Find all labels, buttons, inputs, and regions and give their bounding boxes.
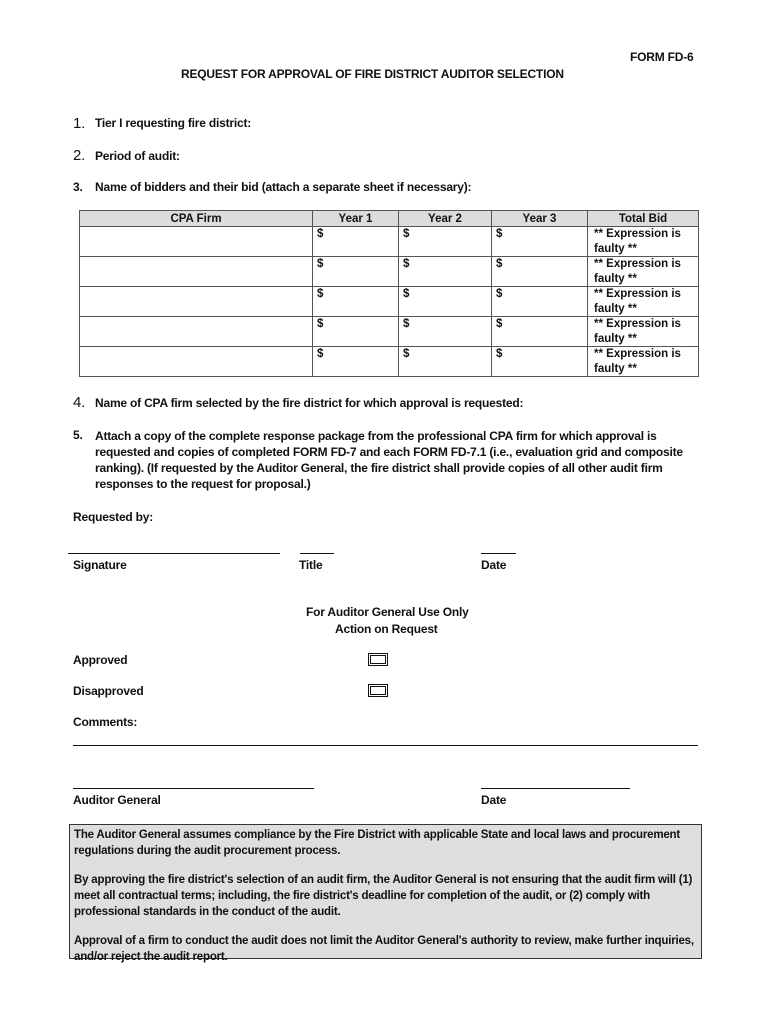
item-3-number: 3.: [73, 180, 83, 194]
table-row: [80, 257, 699, 287]
notice-paragraph-2: By approving the fire district's selection of an audit firm, the Auditor General is not ensuring that the audit firm will (1) meet all contractual terms; including, the fire district's deadline for completion of the audit, or (2) comply with professional standards in the conduct of the audit.: [74, 874, 693, 918]
title-line[interactable]: [300, 553, 334, 554]
notice-paragraph-1: The Auditor General assumes compliance by the Fire District with applicable State and local laws and procurement regulations during the audit procurement process.: [74, 829, 681, 857]
year-1-field[interactable]: $: [313, 257, 399, 287]
comments-label: Comments:: [73, 715, 138, 729]
action-on-request-heading: Action on Request: [335, 622, 438, 636]
auditor-general-label: Auditor General: [73, 793, 161, 807]
item-3-label: Name of bidders and their bid (attach a separate sheet if necessary):: [95, 180, 472, 194]
table-row: [80, 347, 699, 377]
header-year-1: Year 1: [313, 211, 399, 227]
item-2-label: Period of audit:: [95, 149, 180, 163]
bid-table-header-row: [80, 211, 699, 227]
year-1-field[interactable]: $: [313, 317, 399, 347]
item-1-number: 1.: [73, 115, 86, 132]
item-1-label: Tier I requesting fire district:: [95, 116, 252, 130]
approved-label: Approved: [73, 653, 128, 667]
auditor-general-signature-line[interactable]: [73, 788, 314, 789]
auditor-date-line[interactable]: [481, 788, 630, 789]
approved-checkbox[interactable]: [368, 653, 388, 666]
item-2-number: 2.: [73, 147, 86, 164]
auditor-use-heading: For Auditor General Use Only: [306, 605, 469, 619]
disapproved-checkbox[interactable]: [368, 684, 388, 697]
date-label: Date: [481, 558, 507, 572]
total-bid-field: ** Expression is faulty **: [588, 257, 699, 287]
year-1-field[interactable]: $: [313, 347, 399, 377]
item-4-label: Name of CPA firm selected by the fire district for which approval is requested:: [95, 396, 524, 410]
item-5-label: Attach a copy of the complete response package from the professional CPA firm for which approval is requested and copies of completed FORM FD-7 and each FORM FD-7.1 (i.e., evaluation grid and composite ranking). (If requested by the Auditor General, the fire district shall provide copies of all other audit firm responses to the request for proposal.): [95, 429, 683, 491]
header-year-3: Year 3: [492, 211, 588, 227]
notice-paragraph-3: Approval of a firm to conduct the audit does not limit the Auditor General's authority to review, make further inquiries, and/or reject the audit report.: [74, 935, 694, 963]
cpa-firm-field[interactable]: [80, 287, 313, 317]
year-3-field[interactable]: $: [492, 347, 588, 377]
header-year-2: Year 2: [399, 211, 492, 227]
year-2-field[interactable]: $: [399, 347, 492, 377]
table-row: [80, 317, 699, 347]
bid-table: [79, 210, 699, 377]
date-line[interactable]: [481, 553, 516, 554]
year-3-field[interactable]: $: [492, 317, 588, 347]
auditor-date-label: Date: [481, 793, 507, 807]
title-label: Title: [299, 558, 323, 572]
cpa-firm-field[interactable]: [80, 257, 313, 287]
item-5-number: 5.: [73, 428, 83, 442]
item-4-number: 4.: [73, 394, 86, 411]
notice-box: [69, 824, 702, 963]
form-id: FORM FD-6: [630, 50, 694, 64]
cpa-firm-field[interactable]: [80, 317, 313, 347]
header-total-bid: Total Bid: [588, 211, 699, 227]
year-1-field[interactable]: $: [313, 287, 399, 317]
disapproved-label: Disapproved: [73, 684, 144, 698]
year-1-field[interactable]: $: [313, 227, 399, 257]
signature-label: Signature: [73, 558, 127, 572]
year-3-field[interactable]: $: [492, 227, 588, 257]
year-3-field[interactable]: $: [492, 287, 588, 317]
table-row: [80, 287, 699, 317]
year-3-field[interactable]: $: [492, 257, 588, 287]
comments-line[interactable]: [73, 745, 698, 746]
table-row: [80, 227, 699, 257]
total-bid-field: ** Expression is faulty **: [588, 317, 699, 347]
year-2-field[interactable]: $: [399, 287, 492, 317]
signature-line[interactable]: [68, 553, 280, 554]
total-bid-field: ** Expression is faulty **: [588, 227, 699, 257]
year-2-field[interactable]: $: [399, 317, 492, 347]
header-cpa-firm: CPA Firm: [80, 211, 313, 227]
year-2-field[interactable]: $: [399, 257, 492, 287]
total-bid-field: ** Expression is faulty **: [588, 287, 699, 317]
cpa-firm-field[interactable]: [80, 347, 313, 377]
total-bid-field: ** Expression is faulty **: [588, 347, 699, 377]
year-2-field[interactable]: $: [399, 227, 492, 257]
requested-by-label: Requested by:: [73, 510, 154, 524]
page-title: REQUEST FOR APPROVAL OF FIRE DISTRICT AUDITOR SELECTION: [181, 67, 564, 81]
cpa-firm-field[interactable]: [80, 227, 313, 257]
